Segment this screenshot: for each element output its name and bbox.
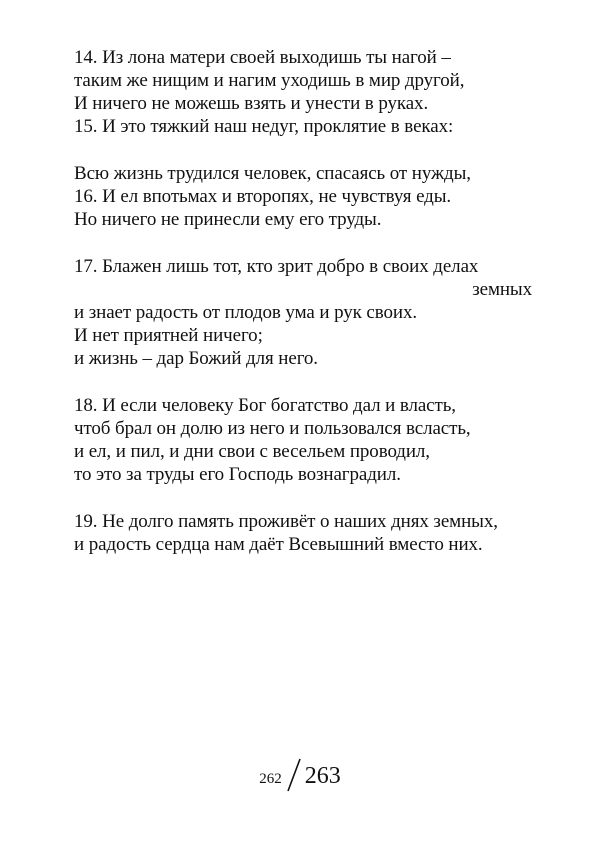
verse-line-continuation: земных: [472, 279, 532, 300]
verse-line: и жизнь – дар Божий для него.: [74, 348, 318, 369]
verse-line: И нет приятней ничего;: [74, 325, 263, 346]
verse-line: 17. Блажен лишь тот, кто зрит добро в своих делах: [74, 256, 479, 277]
verse-line: Но ничего не принесли ему его труды.: [74, 209, 382, 230]
verse-line: И ничего не можешь взять и унести в руках.: [74, 93, 429, 114]
left-page-number: 262: [259, 771, 282, 787]
verse-line: 15. И это тяжкий наш недуг, проклятие в веках:: [74, 116, 454, 137]
stanza-14-15: [74, 46, 534, 138]
verse-line: 16. И ел впотьмах и второпях, не чувствуя еды.: [74, 186, 452, 207]
verse-line: и радость сердца нам даёт Всевышний вместо них.: [74, 534, 483, 555]
verse-line: Всю жизнь трудился человек, спасаясь от нужды,: [74, 163, 471, 184]
poem-text: [74, 46, 534, 580]
stanza-15-16: [74, 162, 534, 231]
stanza-19: [74, 510, 534, 556]
stanza-18: [74, 394, 534, 486]
verse-line: чтоб брал он долю из него и пользовался всласть,: [74, 418, 471, 439]
verse-line: таким же нищим и нагим уходишь в мир другой,: [74, 70, 465, 91]
verse-line: 19. Не долго память проживёт о наших днях земных,: [74, 511, 498, 532]
verse-line: 18. И если человеку Бог богатство дал и власть,: [74, 395, 456, 416]
right-page-number: 263: [304, 763, 341, 789]
stanza-17: [74, 255, 534, 370]
page-separator-slash-icon: [286, 758, 302, 792]
verse-line: 14. Из лона матери своей выходишь ты нагой –: [74, 47, 451, 68]
verse-line: то это за труды его Господь вознаградил.: [74, 464, 401, 485]
verse-line: и знает радость от плодов ума и рук своих.: [74, 302, 417, 323]
verse-line: и ел, и пил, и дни свои с весельем проводил,: [74, 441, 430, 462]
page-numbers: [0, 758, 600, 798]
